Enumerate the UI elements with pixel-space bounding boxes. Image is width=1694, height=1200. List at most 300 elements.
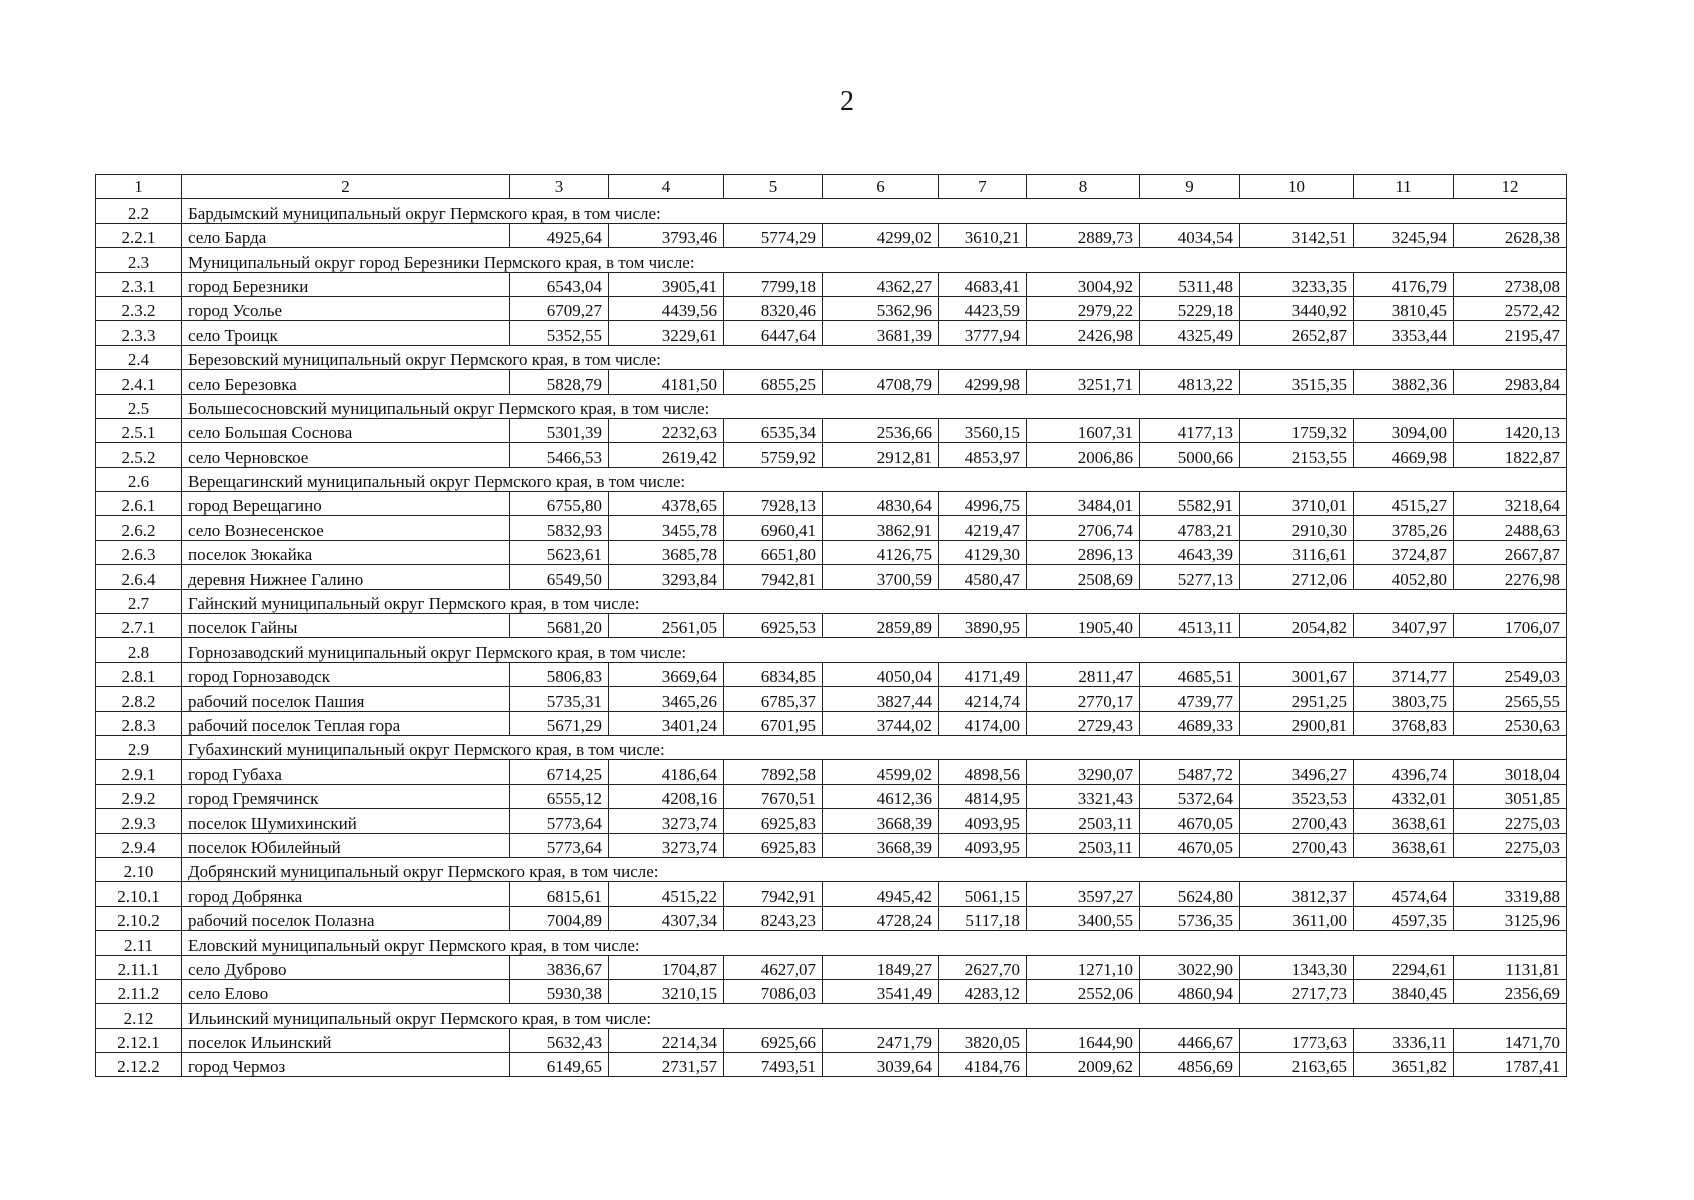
value-cell: 5681,20 xyxy=(510,614,609,638)
value-cell: 4126,75 xyxy=(823,540,939,564)
value-cell: 2700,43 xyxy=(1240,833,1354,857)
row-number: 2.7.1 xyxy=(96,614,182,638)
table-row xyxy=(96,979,1567,1003)
value-cell: 5623,61 xyxy=(510,540,609,564)
value-cell: 4856,69 xyxy=(1140,1053,1240,1077)
value-cell: 2700,43 xyxy=(1240,809,1354,833)
value-cell: 4643,39 xyxy=(1140,540,1240,564)
value-cell: 3840,45 xyxy=(1354,979,1454,1003)
section-row xyxy=(96,931,1567,955)
value-cell: 2565,55 xyxy=(1454,687,1567,711)
header-cell: 5 xyxy=(724,175,823,199)
value-cell: 3744,02 xyxy=(823,711,939,735)
value-cell: 3793,46 xyxy=(609,223,724,247)
value-cell: 3827,44 xyxy=(823,687,939,711)
value-cell: 3094,00 xyxy=(1354,418,1454,442)
value-cell: 3810,45 xyxy=(1354,296,1454,320)
value-cell: 2195,47 xyxy=(1454,321,1567,345)
value-cell: 2153,55 xyxy=(1240,443,1354,467)
value-cell: 2731,57 xyxy=(609,1053,724,1077)
value-cell: 4174,00 xyxy=(939,711,1027,735)
row-number: 2.5.2 xyxy=(96,443,182,467)
value-cell: 3669,64 xyxy=(609,662,724,686)
value-cell: 3319,88 xyxy=(1454,882,1567,906)
value-cell: 3001,67 xyxy=(1240,662,1354,686)
section-title: Губахинский муниципальный округ Пермского края, в том числе: xyxy=(182,735,1567,759)
value-cell: 2717,73 xyxy=(1240,979,1354,1003)
tariff-table xyxy=(95,174,1567,1077)
value-cell: 5671,29 xyxy=(510,711,609,735)
value-cell: 7928,13 xyxy=(724,492,823,516)
value-cell: 2738,08 xyxy=(1454,272,1567,296)
value-cell: 3455,78 xyxy=(609,516,724,540)
value-cell: 2214,34 xyxy=(609,1028,724,1052)
table-row xyxy=(96,784,1567,808)
value-cell: 5362,96 xyxy=(823,296,939,320)
value-cell: 4219,47 xyxy=(939,516,1027,540)
value-cell: 5774,29 xyxy=(724,223,823,247)
value-cell: 7942,81 xyxy=(724,565,823,589)
value-cell: 5582,91 xyxy=(1140,492,1240,516)
value-cell: 2712,06 xyxy=(1240,565,1354,589)
value-cell: 1773,63 xyxy=(1240,1028,1354,1052)
value-cell: 4853,97 xyxy=(939,443,1027,467)
table-row xyxy=(96,882,1567,906)
value-cell: 4362,27 xyxy=(823,272,939,296)
value-cell: 4783,21 xyxy=(1140,516,1240,540)
settlement-name: село Большая Соснова xyxy=(182,418,510,442)
settlement-name: город Горнозаводск xyxy=(182,662,510,686)
section-row xyxy=(96,1004,1567,1028)
value-cell: 2009,62 xyxy=(1027,1053,1140,1077)
value-cell: 2910,30 xyxy=(1240,516,1354,540)
value-cell: 2488,63 xyxy=(1454,516,1567,540)
value-cell: 7086,03 xyxy=(724,979,823,1003)
table-row xyxy=(96,418,1567,442)
value-cell: 1822,87 xyxy=(1454,443,1567,467)
value-cell: 3018,04 xyxy=(1454,760,1567,784)
value-cell: 3039,64 xyxy=(823,1053,939,1077)
settlement-name: поселок Зюкайка xyxy=(182,540,510,564)
settlement-name: город Гремячинск xyxy=(182,784,510,808)
value-cell: 6855,25 xyxy=(724,370,823,394)
value-cell: 3668,39 xyxy=(823,833,939,857)
row-number: 2.3.1 xyxy=(96,272,182,296)
table-row xyxy=(96,296,1567,320)
value-cell: 4299,98 xyxy=(939,370,1027,394)
section-title: Большесосновский муниципальный округ Пермского края, в том числе: xyxy=(182,394,1567,418)
section-number: 2.9 xyxy=(96,735,182,759)
value-cell: 3440,92 xyxy=(1240,296,1354,320)
section-number: 2.5 xyxy=(96,394,182,418)
value-cell: 2770,17 xyxy=(1027,687,1140,711)
value-cell: 3597,27 xyxy=(1027,882,1140,906)
value-cell: 5487,72 xyxy=(1140,760,1240,784)
value-cell: 2426,98 xyxy=(1027,321,1140,345)
value-cell: 4283,12 xyxy=(939,979,1027,1003)
value-cell: 6447,64 xyxy=(724,321,823,345)
value-cell: 6709,27 xyxy=(510,296,609,320)
value-cell: 3245,94 xyxy=(1354,223,1454,247)
section-title: Ильинский муниципальный округ Пермского края, в том числе: xyxy=(182,1004,1567,1028)
value-cell: 1644,90 xyxy=(1027,1028,1140,1052)
value-cell: 3638,61 xyxy=(1354,833,1454,857)
value-cell: 4184,76 xyxy=(939,1053,1027,1077)
value-cell: 2652,87 xyxy=(1240,321,1354,345)
settlement-name: город Чермоз xyxy=(182,1053,510,1077)
value-cell: 4597,35 xyxy=(1354,906,1454,930)
section-row xyxy=(96,735,1567,759)
value-cell: 2549,03 xyxy=(1454,662,1567,686)
section-row xyxy=(96,467,1567,491)
value-cell: 3768,83 xyxy=(1354,711,1454,735)
section-row xyxy=(96,248,1567,272)
value-cell: 5301,39 xyxy=(510,418,609,442)
section-number: 2.8 xyxy=(96,638,182,662)
value-cell: 4052,80 xyxy=(1354,565,1454,589)
value-cell: 5930,38 xyxy=(510,979,609,1003)
value-cell: 3022,90 xyxy=(1140,955,1240,979)
table-row xyxy=(96,321,1567,345)
value-cell: 2552,06 xyxy=(1027,979,1140,1003)
value-cell: 7892,58 xyxy=(724,760,823,784)
value-cell: 4176,79 xyxy=(1354,272,1454,296)
value-cell: 5832,93 xyxy=(510,516,609,540)
value-cell: 4307,34 xyxy=(609,906,724,930)
value-cell: 3218,64 xyxy=(1454,492,1567,516)
value-cell: 2951,25 xyxy=(1240,687,1354,711)
row-number: 2.5.1 xyxy=(96,418,182,442)
row-number: 2.4.1 xyxy=(96,370,182,394)
settlement-name: село Вознесенское xyxy=(182,516,510,540)
value-cell: 2294,61 xyxy=(1354,955,1454,979)
value-cell: 4181,50 xyxy=(609,370,724,394)
section-number: 2.7 xyxy=(96,589,182,613)
section-title: Верещагинский муниципальный округ Пермского края, в том числе: xyxy=(182,467,1567,491)
value-cell: 3890,95 xyxy=(939,614,1027,638)
value-cell: 5632,43 xyxy=(510,1028,609,1052)
table-row xyxy=(96,492,1567,516)
section-title: Гайнский муниципальный округ Пермского края, в том числе: xyxy=(182,589,1567,613)
settlement-name: село Елово xyxy=(182,979,510,1003)
header-cell: 1 xyxy=(96,175,182,199)
value-cell: 4945,42 xyxy=(823,882,939,906)
value-cell: 3293,84 xyxy=(609,565,724,589)
value-cell: 6755,80 xyxy=(510,492,609,516)
value-cell: 2275,03 xyxy=(1454,809,1567,833)
value-cell: 7670,51 xyxy=(724,784,823,808)
value-cell: 1849,27 xyxy=(823,955,939,979)
value-cell: 2667,87 xyxy=(1454,540,1567,564)
value-cell: 3210,15 xyxy=(609,979,724,1003)
value-cell: 4439,56 xyxy=(609,296,724,320)
value-cell: 4093,95 xyxy=(939,833,1027,857)
section-number: 2.3 xyxy=(96,248,182,272)
value-cell: 2628,38 xyxy=(1454,223,1567,247)
value-cell: 3651,82 xyxy=(1354,1053,1454,1077)
value-cell: 3465,26 xyxy=(609,687,724,711)
value-cell: 2561,05 xyxy=(609,614,724,638)
table-row xyxy=(96,1053,1567,1077)
value-cell: 4685,51 xyxy=(1140,662,1240,686)
settlement-name: поселок Юбилейный xyxy=(182,833,510,857)
settlement-name: город Усолье xyxy=(182,296,510,320)
value-cell: 4186,64 xyxy=(609,760,724,784)
value-cell: 3610,21 xyxy=(939,223,1027,247)
value-cell: 3777,94 xyxy=(939,321,1027,345)
settlement-name: поселок Шумихинский xyxy=(182,809,510,833)
settlement-name: село Дуброво xyxy=(182,955,510,979)
value-cell: 7942,91 xyxy=(724,882,823,906)
value-cell: 3905,41 xyxy=(609,272,724,296)
value-cell: 5773,64 xyxy=(510,833,609,857)
value-cell: 4332,01 xyxy=(1354,784,1454,808)
value-cell: 3004,92 xyxy=(1027,272,1140,296)
value-cell: 7004,89 xyxy=(510,906,609,930)
value-cell: 8243,23 xyxy=(724,906,823,930)
value-cell: 2889,73 xyxy=(1027,223,1140,247)
table-row xyxy=(96,809,1567,833)
value-cell: 2530,63 xyxy=(1454,711,1567,735)
section-number: 2.4 xyxy=(96,345,182,369)
table-row xyxy=(96,687,1567,711)
value-cell: 2503,11 xyxy=(1027,809,1140,833)
value-cell: 2983,84 xyxy=(1454,370,1567,394)
value-cell: 3251,71 xyxy=(1027,370,1140,394)
value-cell: 2859,89 xyxy=(823,614,939,638)
settlement-name: рабочий поселок Теплая гора xyxy=(182,711,510,735)
settlement-name: рабочий поселок Полазна xyxy=(182,906,510,930)
value-cell: 3484,01 xyxy=(1027,492,1140,516)
value-cell: 4378,65 xyxy=(609,492,724,516)
value-cell: 5372,64 xyxy=(1140,784,1240,808)
section-row xyxy=(96,199,1567,223)
value-cell: 2356,69 xyxy=(1454,979,1567,1003)
table-row xyxy=(96,540,1567,564)
page-number: 2 xyxy=(840,86,854,117)
section-number: 2.11 xyxy=(96,931,182,955)
value-cell: 2896,13 xyxy=(1027,540,1140,564)
row-number: 2.2.1 xyxy=(96,223,182,247)
row-number: 2.3.3 xyxy=(96,321,182,345)
header-cell: 2 xyxy=(182,175,510,199)
value-cell: 6543,04 xyxy=(510,272,609,296)
value-cell: 5736,35 xyxy=(1140,906,1240,930)
section-title: Горнозаводский муниципальный округ Пермского края, в том числе: xyxy=(182,638,1567,662)
table-row xyxy=(96,955,1567,979)
section-row xyxy=(96,345,1567,369)
value-cell: 3116,61 xyxy=(1240,540,1354,564)
value-cell: 5773,64 xyxy=(510,809,609,833)
value-cell: 3724,87 xyxy=(1354,540,1454,564)
value-cell: 6555,12 xyxy=(510,784,609,808)
settlement-name: село Барда xyxy=(182,223,510,247)
row-number: 2.10.1 xyxy=(96,882,182,906)
value-cell: 3862,91 xyxy=(823,516,939,540)
value-cell: 2706,74 xyxy=(1027,516,1140,540)
value-cell: 3321,43 xyxy=(1027,784,1140,808)
table-row xyxy=(96,565,1567,589)
value-cell: 6834,85 xyxy=(724,662,823,686)
table-row xyxy=(96,833,1567,857)
row-number: 2.11.1 xyxy=(96,955,182,979)
value-cell: 5806,83 xyxy=(510,662,609,686)
value-cell: 6714,25 xyxy=(510,760,609,784)
section-number: 2.6 xyxy=(96,467,182,491)
value-cell: 2627,70 xyxy=(939,955,1027,979)
value-cell: 2900,81 xyxy=(1240,711,1354,735)
value-cell: 4814,95 xyxy=(939,784,1027,808)
value-cell: 2572,42 xyxy=(1454,296,1567,320)
table-row xyxy=(96,223,1567,247)
value-cell: 5061,15 xyxy=(939,882,1027,906)
header-cell: 4 xyxy=(609,175,724,199)
value-cell: 3407,97 xyxy=(1354,614,1454,638)
settlement-name: поселок Ильинский xyxy=(182,1028,510,1052)
value-cell: 3882,36 xyxy=(1354,370,1454,394)
value-cell: 3290,07 xyxy=(1027,760,1140,784)
value-cell: 3700,59 xyxy=(823,565,939,589)
value-cell: 5352,55 xyxy=(510,321,609,345)
value-cell: 3051,85 xyxy=(1454,784,1567,808)
row-number: 2.8.1 xyxy=(96,662,182,686)
value-cell: 4689,33 xyxy=(1140,711,1240,735)
value-cell: 3785,26 xyxy=(1354,516,1454,540)
row-number: 2.12.2 xyxy=(96,1053,182,1077)
value-cell: 1131,81 xyxy=(1454,955,1567,979)
value-cell: 6925,83 xyxy=(724,833,823,857)
value-cell: 5759,92 xyxy=(724,443,823,467)
value-cell: 2276,98 xyxy=(1454,565,1567,589)
value-cell: 3353,44 xyxy=(1354,321,1454,345)
value-cell: 4396,74 xyxy=(1354,760,1454,784)
value-cell: 1759,32 xyxy=(1240,418,1354,442)
settlement-name: поселок Гайны xyxy=(182,614,510,638)
value-cell: 1905,40 xyxy=(1027,614,1140,638)
value-cell: 2163,65 xyxy=(1240,1053,1354,1077)
value-cell: 3803,75 xyxy=(1354,687,1454,711)
value-cell: 3142,51 xyxy=(1240,223,1354,247)
value-cell: 1607,31 xyxy=(1027,418,1140,442)
value-cell: 4513,11 xyxy=(1140,614,1240,638)
value-cell: 3401,24 xyxy=(609,711,724,735)
value-cell: 6925,66 xyxy=(724,1028,823,1052)
value-cell: 4813,22 xyxy=(1140,370,1240,394)
value-cell: 4171,49 xyxy=(939,662,1027,686)
header-cell: 9 xyxy=(1140,175,1240,199)
row-number: 2.6.3 xyxy=(96,540,182,564)
value-cell: 2619,42 xyxy=(609,443,724,467)
value-cell: 4830,64 xyxy=(823,492,939,516)
value-cell: 6651,80 xyxy=(724,540,823,564)
section-title: Добрянский муниципальный округ Пермского края, в том числе: xyxy=(182,857,1567,881)
value-cell: 4670,05 xyxy=(1140,833,1240,857)
value-cell: 3229,61 xyxy=(609,321,724,345)
value-cell: 3125,96 xyxy=(1454,906,1567,930)
settlement-name: рабочий поселок Пашия xyxy=(182,687,510,711)
value-cell: 1343,30 xyxy=(1240,955,1354,979)
row-number: 2.6.4 xyxy=(96,565,182,589)
value-cell: 6925,83 xyxy=(724,809,823,833)
value-cell: 4574,64 xyxy=(1354,882,1454,906)
value-cell: 4515,22 xyxy=(609,882,724,906)
value-cell: 4670,05 xyxy=(1140,809,1240,833)
section-title: Березовский муниципальный округ Пермского края, в том числе: xyxy=(182,345,1567,369)
value-cell: 4208,16 xyxy=(609,784,724,808)
value-cell: 3668,39 xyxy=(823,809,939,833)
value-cell: 1706,07 xyxy=(1454,614,1567,638)
value-cell: 4580,47 xyxy=(939,565,1027,589)
value-cell: 4050,04 xyxy=(823,662,939,686)
value-cell: 5117,18 xyxy=(939,906,1027,930)
settlement-name: село Троицк xyxy=(182,321,510,345)
header-cell: 6 xyxy=(823,175,939,199)
value-cell: 2811,47 xyxy=(1027,662,1140,686)
settlement-name: город Березники xyxy=(182,272,510,296)
value-cell: 2729,43 xyxy=(1027,711,1140,735)
value-cell: 3836,67 xyxy=(510,955,609,979)
header-cell: 3 xyxy=(510,175,609,199)
value-cell: 7799,18 xyxy=(724,272,823,296)
row-number: 2.9.4 xyxy=(96,833,182,857)
value-cell: 5466,53 xyxy=(510,443,609,467)
value-cell: 3638,61 xyxy=(1354,809,1454,833)
value-cell: 5624,80 xyxy=(1140,882,1240,906)
value-cell: 3336,11 xyxy=(1354,1028,1454,1052)
settlement-name: село Черновское xyxy=(182,443,510,467)
section-row xyxy=(96,857,1567,881)
value-cell: 6925,53 xyxy=(724,614,823,638)
section-number: 2.10 xyxy=(96,857,182,881)
table-row xyxy=(96,906,1567,930)
table-row xyxy=(96,1028,1567,1052)
value-cell: 5735,31 xyxy=(510,687,609,711)
value-cell: 4177,13 xyxy=(1140,418,1240,442)
value-cell: 3710,01 xyxy=(1240,492,1354,516)
value-cell: 3685,78 xyxy=(609,540,724,564)
value-cell: 3714,77 xyxy=(1354,662,1454,686)
value-cell: 1471,70 xyxy=(1454,1028,1567,1052)
value-cell: 5828,79 xyxy=(510,370,609,394)
settlement-name: город Верещагино xyxy=(182,492,510,516)
row-number: 2.8.3 xyxy=(96,711,182,735)
value-cell: 5311,48 xyxy=(1140,272,1240,296)
settlement-name: село Березовка xyxy=(182,370,510,394)
value-cell: 4129,30 xyxy=(939,540,1027,564)
value-cell: 4599,02 xyxy=(823,760,939,784)
value-cell: 2006,86 xyxy=(1027,443,1140,467)
row-number: 2.12.1 xyxy=(96,1028,182,1052)
row-number: 2.11.2 xyxy=(96,979,182,1003)
row-number: 2.8.2 xyxy=(96,687,182,711)
value-cell: 3273,74 xyxy=(609,833,724,857)
header-cell: 11 xyxy=(1354,175,1454,199)
section-title: Еловский муниципальный округ Пермского края, в том числе: xyxy=(182,931,1567,955)
value-cell: 4739,77 xyxy=(1140,687,1240,711)
value-cell: 4612,36 xyxy=(823,784,939,808)
value-cell: 4627,07 xyxy=(724,955,823,979)
section-title: Бардымский муниципальный округ Пермского края, в том числе: xyxy=(182,199,1567,223)
value-cell: 6785,37 xyxy=(724,687,823,711)
value-cell: 4515,27 xyxy=(1354,492,1454,516)
value-cell: 4299,02 xyxy=(823,223,939,247)
table-row xyxy=(96,614,1567,638)
value-cell: 2979,22 xyxy=(1027,296,1140,320)
row-number: 2.9.3 xyxy=(96,809,182,833)
value-cell: 6535,34 xyxy=(724,418,823,442)
value-cell: 3820,05 xyxy=(939,1028,1027,1052)
section-title: Муниципальный округ город Березники Пермского края, в том числе: xyxy=(182,248,1567,272)
